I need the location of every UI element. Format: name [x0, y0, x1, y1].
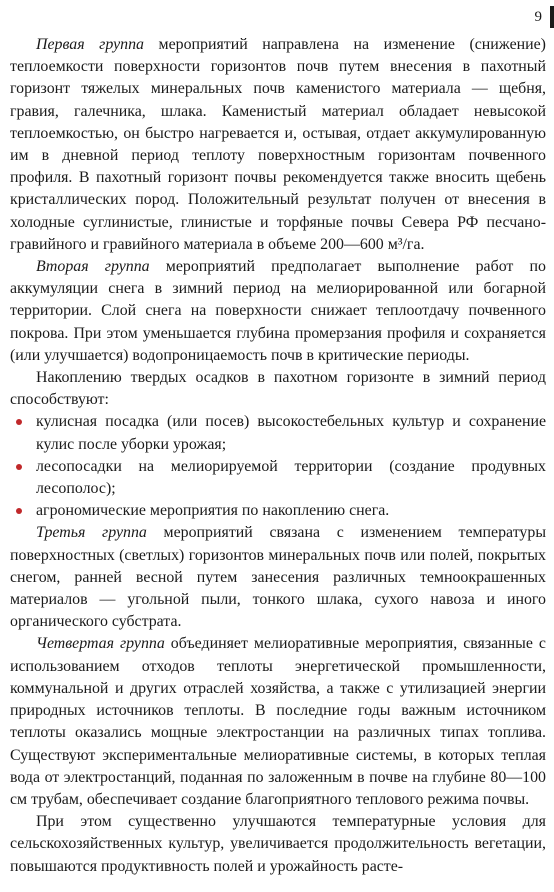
- group-4-text: объединяет мелиоративные мероприятия, связанные с использованием отходов теплоты энергетической промышленности, коммунальной и других отраслей хозяйства, а также с утилизацией энергии природных источников теплоты. В последние годы важным источником теплоты оказались мощные электростанции на различных типах топлива. Существуют экспериментальные мелиоративные системы, в которых теплая вода от электростанций, поданная по заложенным в почве на глубине 80—100 см трубам, обеспечивает создание благоприятного теплового режима почвы.: [10, 635, 546, 808]
- group-4-heading: Четвертая группа: [36, 635, 165, 653]
- paragraph-group-2: [10, 256, 546, 367]
- paragraph-group-3: [10, 522, 546, 633]
- list-item: [10, 411, 546, 455]
- list-item: [10, 500, 546, 522]
- paragraph-group-4: [10, 633, 546, 811]
- group-2-text: мероприятий предполагает выполнение работ по аккумуляции снега в зимний период на мелиорированной или богарной территории. Слой снега на поверхности снижает теплоотдачу почвенного покрова. При этом уменьшается глубина промерзания профиля и сохраняется (или улучшается) водопроницаемость почв в критические периоды.: [10, 258, 546, 364]
- group-3-heading: Третья группа: [36, 524, 147, 542]
- list-item: [10, 456, 546, 500]
- group-2-heading: Вторая группа: [36, 258, 150, 276]
- bullet-dot-icon: [16, 419, 22, 425]
- bullet-list: [10, 411, 546, 522]
- paragraph-accumulation-intro: Накоплению твердых осадков в пахотном горизонте в зимний период способствуют:: [10, 369, 546, 409]
- paragraph-final: При этом существенно улучшаются температурные условия для сельскохозяйственных культур, увеличивается продолжительность вегетации, повышаются продуктивность полей и урожайность расте-: [10, 813, 546, 875]
- group-1-text: мероприятий направлена на изменение (снижение) теплоемкости поверхности горизонтов почв путем внесения в пахотный горизонт тяжелых минеральных почв каменистого материала — щебня, гравия, галечника, шлака. Каменистый материал обладает невысокой теплоемкостью, он быстро нагревается и, остывая, отдает аккумулированную им в дневной период теплоту поверхностным горизонтам почвенного профиля. В пахотный горизонт почвы рекомендуется также вносить щебень кристаллических пород. Положительный результат получен от внесения в холодные суглинистые, глинистые и торфяные почвы Севера РФ песчано-гравийного и гравийного материала в объеме 200—600 м³/га.: [10, 36, 546, 253]
- bullet-dot-icon: [16, 508, 22, 514]
- group-3-text: мероприятий связана с изменением температуры поверхностных (светлых) горизонтов минеральных почв или полей, покрытых снегом, ранней весной путем занесения различных темноокрашенных материалов — угольной пыли, тонкого шлака, сухого навоза и иного органического субстрата.: [10, 524, 547, 631]
- group-1-heading: Первая группа: [36, 36, 144, 53]
- header-rule: [550, 6, 554, 28]
- page-number: 9: [534, 8, 542, 25]
- list-item-text: лесопосадки на мелиорируемой территории (создание продувных лесополос);: [36, 457, 546, 498]
- page-header: [535, 6, 554, 28]
- bullet-dot-icon: [16, 464, 22, 470]
- list-item-text: кулисная посадка (или посев) высокостебельных культур и сохранение кулис после уборки урожая;: [36, 413, 546, 453]
- list-item-text: агрономические мероприятия по накоплению снега.: [36, 502, 390, 520]
- page-body: [10, 34, 546, 878]
- paragraph-group-1: [10, 34, 546, 256]
